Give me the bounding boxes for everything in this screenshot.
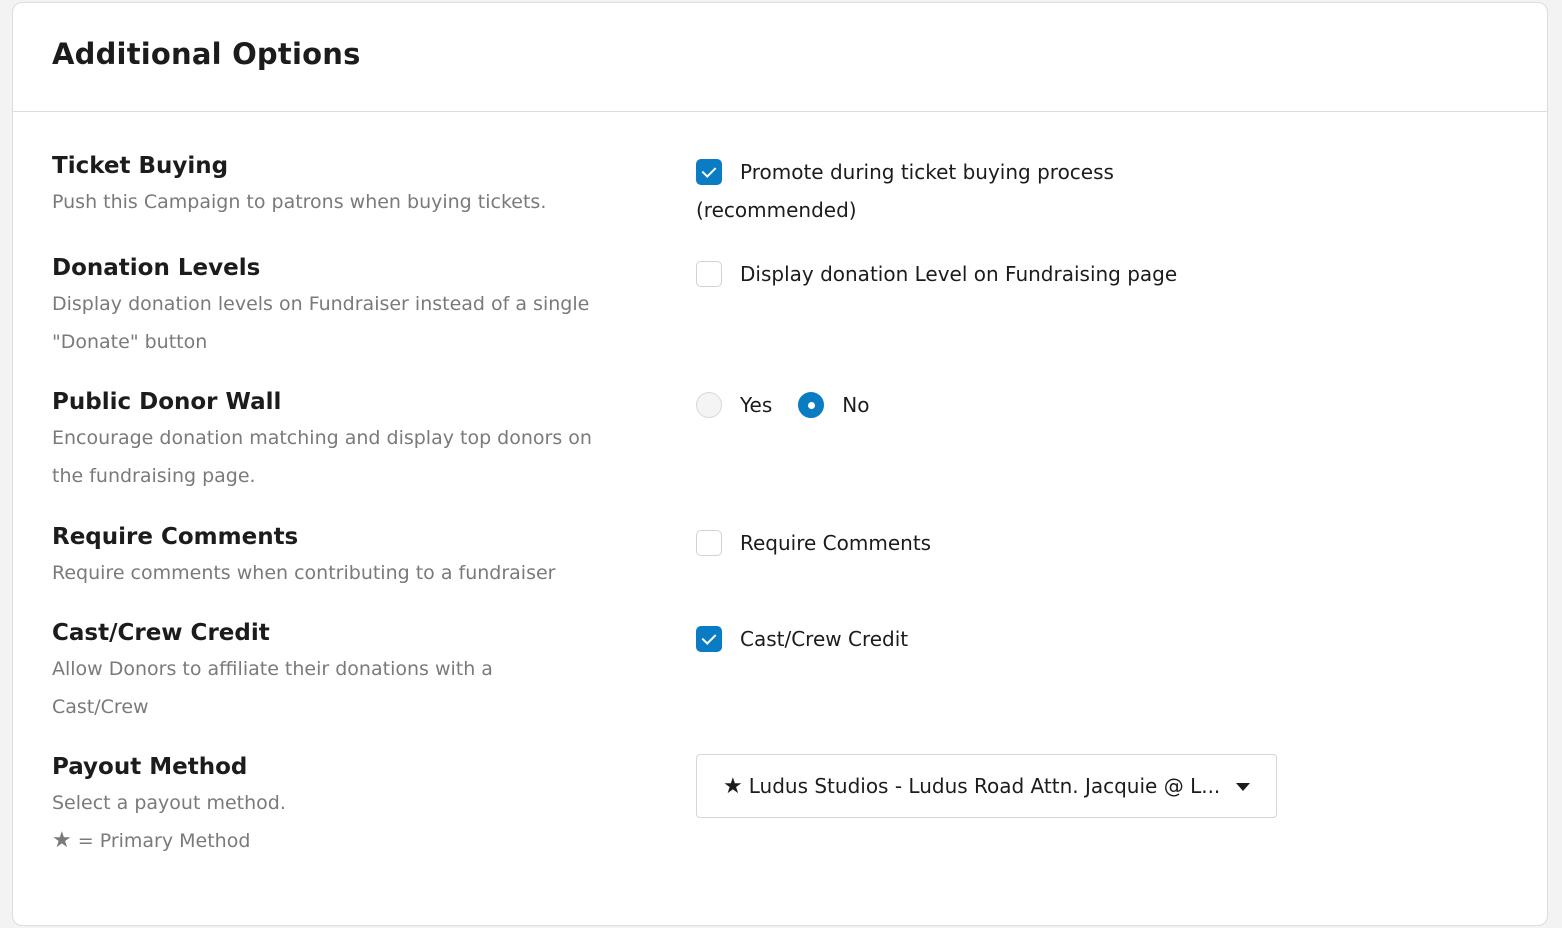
option-title: Donation Levels: [52, 255, 261, 281]
additional-options-card: [12, 2, 1548, 926]
option-info: [52, 752, 652, 860]
option-control: [696, 255, 1256, 293]
primary-method-legend: [52, 822, 652, 860]
option-title: Cast/Crew Credit: [52, 620, 270, 646]
payout-method-selected-value: Ludus Studios - Ludus Road Attn. Jacquie @ L...: [748, 774, 1221, 798]
page-title: Additional Options: [52, 37, 361, 71]
star-icon: ★: [52, 828, 72, 853]
option-title: Public Donor Wall: [52, 389, 282, 415]
option-description-line: Display donation levels on Fundraiser instead of a single: [52, 293, 590, 315]
option-description-line: Allow Donors to affiliate their donations with a: [52, 658, 493, 680]
option-description-line: "Donate" button: [52, 331, 208, 353]
donor-wall-no-radio[interactable]: [798, 392, 824, 418]
cast-crew-credit-label[interactable]: Cast/Crew Credit: [740, 627, 909, 651]
display-donation-level-label[interactable]: Display donation Level on Fundraising page: [740, 262, 1178, 286]
option-info: [52, 151, 652, 221]
card-header: [13, 3, 1547, 112]
donor-wall-yes-radio[interactable]: [696, 392, 722, 418]
option-description: [52, 650, 652, 726]
cast-crew-credit-checkbox[interactable]: [696, 626, 722, 652]
promote-ticket-buying-label[interactable]: Promote during ticket buying process: [740, 160, 1114, 184]
payout-method-select[interactable]: [696, 754, 1277, 818]
option-control: [696, 392, 1256, 418]
option-title: Ticket Buying: [52, 153, 229, 179]
display-donation-level-checkbox[interactable]: [696, 261, 722, 287]
option-description: [52, 285, 652, 361]
promote-ticket-buying-label-continued[interactable]: (recommended): [696, 198, 857, 222]
donor-wall-yes-label[interactable]: Yes: [740, 393, 773, 417]
option-info: [52, 522, 652, 592]
require-comments-label[interactable]: Require Comments: [740, 531, 932, 555]
option-description: [52, 419, 652, 495]
require-comments-checkbox[interactable]: [696, 530, 722, 556]
option-description: Require comments when contributing to a fundraiser: [52, 562, 556, 584]
promote-ticket-buying-checkbox[interactable]: [696, 159, 722, 185]
option-title: Require Comments: [52, 524, 299, 550]
option-control: [696, 524, 1256, 562]
option-description: Push this Campaign to patrons when buying tickets.: [52, 191, 547, 213]
option-description-line: the fundraising page.: [52, 465, 256, 487]
option-description-line: Encourage donation matching and display top donors on: [52, 427, 592, 449]
option-info: [52, 387, 652, 495]
option-description: [52, 784, 652, 860]
option-control: [696, 153, 1256, 229]
option-info: [52, 618, 652, 726]
option-control: [696, 620, 1256, 658]
option-description-line: Select a payout method.: [52, 792, 286, 814]
star-icon: ★: [723, 773, 743, 799]
donor-wall-no-label[interactable]: No: [842, 393, 870, 417]
option-description-line: Cast/Crew: [52, 696, 149, 718]
caret-down-icon: [1236, 783, 1250, 791]
option-title: Payout Method: [52, 754, 248, 780]
primary-method-legend-text: = Primary Method: [77, 830, 251, 852]
option-info: [52, 253, 652, 361]
